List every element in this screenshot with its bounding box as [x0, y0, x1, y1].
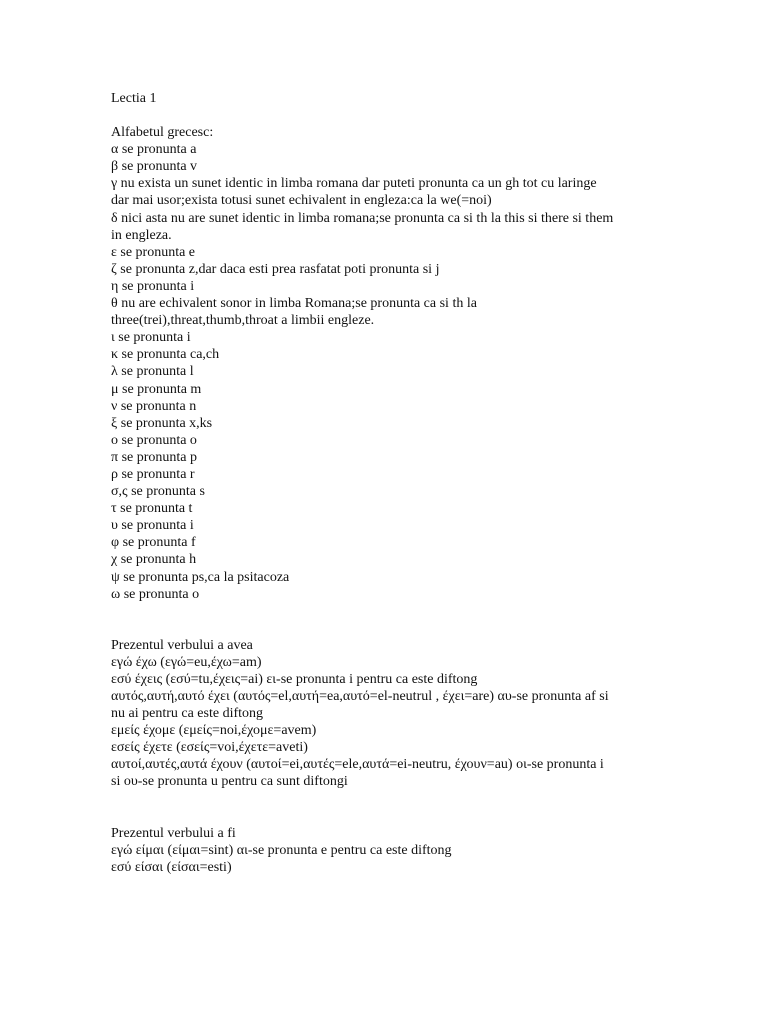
- alphabet-line: ι se pronunta i: [111, 330, 191, 346]
- lesson-title: Lectia 1: [111, 91, 157, 106]
- alphabet-line: β se pronunta v: [111, 159, 198, 175]
- alphabet-line: δ nici asta nu are sunet identic in limba romana;se pronunta ca si th la this si there si them: [111, 210, 614, 226]
- alphabet-line: σ,ς se pronunta s: [111, 484, 205, 500]
- alphabet-section: [111, 124, 731, 603]
- verb-be-line: εσύ είσαι (είσαι=esti): [111, 859, 232, 875]
- document-page: [111, 90, 731, 876]
- verb-have-section: [111, 637, 731, 791]
- alphabet-line: η se pronunta i: [111, 278, 195, 294]
- alphabet-line: κ se pronunta ca,ch: [111, 347, 220, 363]
- verb-be-heading: Prezentul verbului a fi: [111, 825, 236, 841]
- alphabet-line: φ se pronunta f: [111, 535, 196, 551]
- verb-be-line: εγώ είμαι (είμαι=sint) αι-se pronunta e pentru ca este diftong: [111, 842, 452, 858]
- alphabet-line: ξ se pronunta x,ks: [111, 415, 213, 431]
- verb-have-line: εμείς έχομε (εμείς=noi,έχομε=avem): [111, 723, 317, 739]
- alphabet-line: ν se pronunta n: [111, 398, 197, 414]
- alphabet-line: ζ se pronunta z,dar daca esti prea rasfatat poti pronunta si j: [111, 261, 440, 277]
- verb-have-line: εσείς έχετε (εσείς=voi,έχετε=aveti): [111, 740, 308, 756]
- alphabet-line: in engleza.: [111, 227, 172, 243]
- alphabet-line: χ se pronunta h: [111, 552, 197, 568]
- alphabet-line: π se pronunta p: [111, 449, 197, 465]
- alphabet-line: ψ se pronunta ps,ca la psitacoza: [111, 569, 290, 585]
- verb-have-line: nu ai pentru ca este diftong: [111, 706, 264, 722]
- verb-have-line: εσύ έχεις (εσύ=tu,έχεις=ai) ει-se pronunta i pentru ca este diftong: [111, 671, 478, 687]
- alphabet-line: μ se pronunta m: [111, 381, 202, 397]
- alphabet-line: θ nu are echivalent sonor in limba Romana;se pronunta ca si th la: [111, 296, 477, 312]
- alphabet-line: υ se pronunta i: [111, 518, 194, 534]
- verb-have-line: si ου-se pronunta u pentru ca sunt diftongi: [111, 774, 348, 790]
- verb-have-heading: Prezentul verbului a avea: [111, 637, 253, 653]
- alphabet-line: three(trei),threat,thumb,throat a limbii engleze.: [111, 313, 375, 329]
- verb-have-line: εγώ έχω (εγώ=eu,έχω=am): [111, 654, 262, 670]
- alphabet-heading: Alfabetul grecesc:: [111, 125, 214, 141]
- verb-be-section: [111, 825, 731, 876]
- section-spacer: [111, 791, 731, 825]
- alphabet-line: ω se pronunta o: [111, 586, 200, 602]
- alphabet-line: ε se pronunta e: [111, 244, 196, 260]
- alphabet-line: λ se pronunta l: [111, 364, 194, 380]
- alphabet-line: dar mai usor;exista totusi sunet echivalent in engleza:ca la we(=noi): [111, 193, 492, 209]
- alphabet-line: ρ se pronunta r: [111, 466, 195, 482]
- alphabet-line: γ nu exista un sunet identic in limba romana dar puteti pronunta ca un gh tot cu laringe: [111, 176, 597, 192]
- verb-have-line: αυτοί,αυτές,αυτά έχουν (αυτοί=ei,αυτές=ele,αυτά=ei-neutru, έχουν=au) οι-se pronunta i: [111, 757, 604, 773]
- alphabet-line: τ se pronunta t: [111, 501, 193, 517]
- alphabet-line: α se pronunta a: [111, 142, 197, 158]
- section-spacer: [111, 603, 731, 637]
- alphabet-line: ο se pronunta o: [111, 432, 197, 448]
- verb-have-line: αυτός,αυτή,αυτό έχει (αυτός=el,αυτή=ea,αυτό=el-neutrul , έχει=are) αυ-se pronunta af si: [111, 689, 609, 704]
